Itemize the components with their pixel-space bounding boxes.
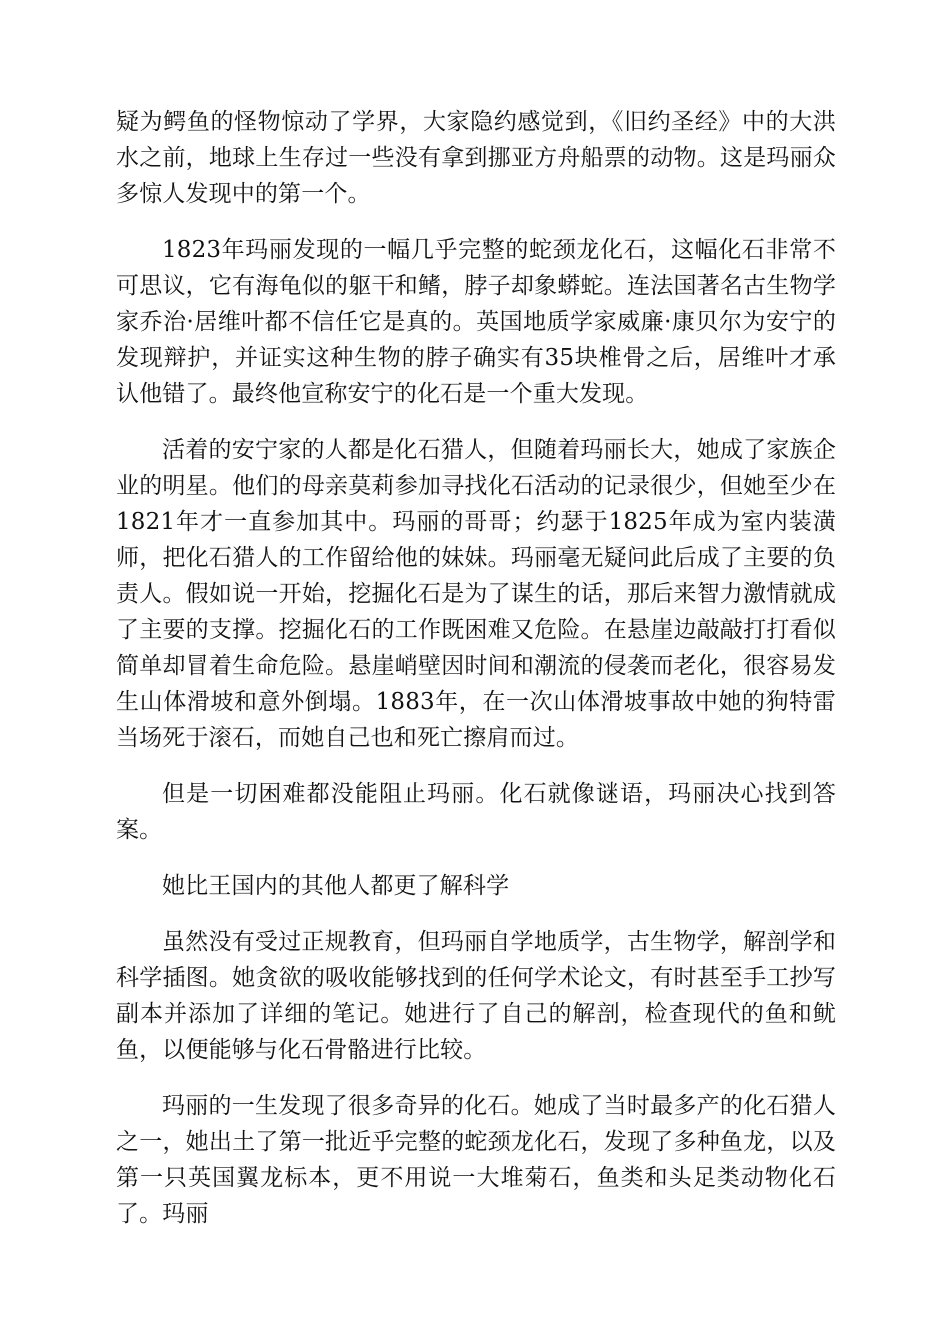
paragraph-self-taught: 虽然没有受过正规教育，但玛丽自学地质学，古生物学，解剖学和科学插图。她贪欲的吸收能够找到的任何学术论文，有时甚至手工抄写副本并添加了详细的笔记。她进行了自己的解剖，检查现代的鱼和鱿鱼，以便能够与化石骨骼进行比较。 <box>116 929 836 1063</box>
paragraph-continuation: 疑为鳄鱼的怪物惊动了学界，大家隐约感觉到，《旧约圣经》中的大洪水之前，地球上生存过一些没有拿到挪亚方舟船票的动物。这是玛丽众多惊人发现中的第一个。 <box>116 109 836 207</box>
section-heading-science: 她比王国内的其他人都更了解科学 <box>162 873 510 899</box>
paragraph-plesiosaur: 1823年玛丽发现的一幅几乎完整的蛇颈龙化石，这幅化石非常不可思议，它有海龟似的躯干和鳍，脖子却象蟒蛇。连法国著名古生物学家乔治·居维叶都不信任它是真的。英国地质学家威廉·康贝尔为安宁的发现辩护，并证实这种生物的脖子确实有35块椎骨之后，居维叶才承认他错了。最终他宣称安宁的化石是一个重大发现。 <box>116 237 836 407</box>
paragraph-discoveries: 玛丽的一生发现了很多奇异的化石。她成了当时最多产的化石猎人之一，她出土了第一批近乎完整的蛇颈龙化石，发现了多种鱼龙，以及第一只英国翼龙标本，更不用说一大堆菊石，鱼类和头足类动物化石了。玛丽 <box>116 1093 836 1227</box>
paragraph-riddle: 但是一切困难都没能阻止玛丽。化石就像谜语，玛丽决心找到答案。 <box>116 781 836 843</box>
paragraph-family-business: 活着的安宁家的人都是化石猎人，但随着玛丽长大，她成了家族企业的明星。他们的母亲莫莉参加寻找化石活动的记录很少，但她至少在1821年才一直参加其中。玛丽的哥哥；约瑟于1825年成为室内装潢师，把化石猎人的工作留给他的妹妹。玛丽毫无疑问此后成了主要的负责人。假如说一开始，挖掘化石是为了谋生的话，那后来智力激情就成了主要的支撑。挖掘化石的工作既困难又危险。在悬崖边敲敲打打看似简单却冒着生命危险。悬崖峭壁因时间和潮流的侵袭而老化，很容易发生山体滑坡和意外倒塌。1883年，在一次山体滑坡事故中她的狗特雷当场死于滚石，而她自己也和死亡擦肩而过。 <box>116 437 836 751</box>
document-page <box>116 104 836 1252</box>
